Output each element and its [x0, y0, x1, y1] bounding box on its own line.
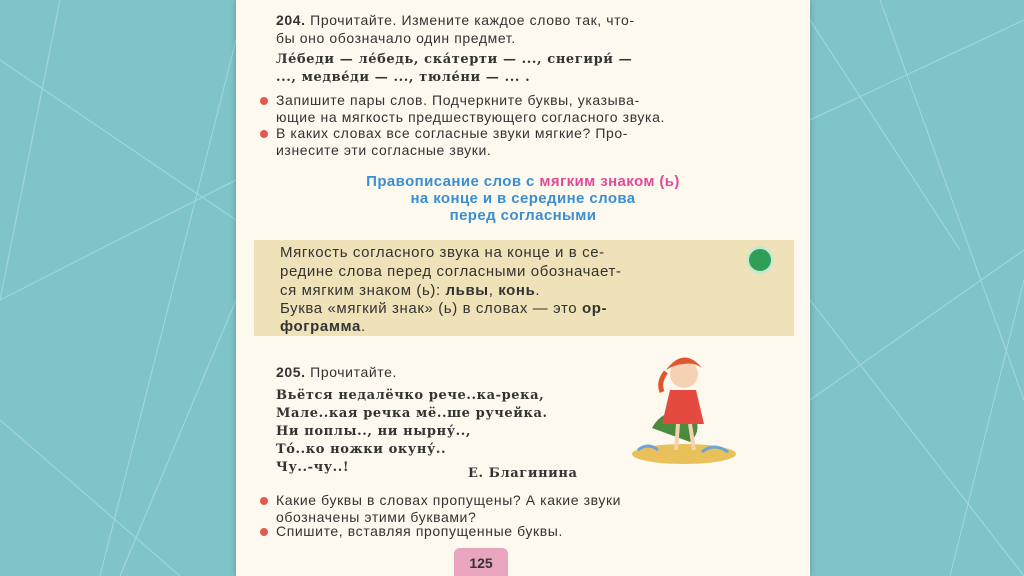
exercise-205-number: 205. — [276, 364, 306, 380]
poem-line: Мале..кая речка мё..ше ручейка. — [276, 406, 548, 421]
poem-line: Ни поплы.., ни нырну́.., — [276, 424, 471, 439]
rule-end-period: . — [360, 318, 366, 335]
exercise-204-words-line1: Ле́беди — ле́бедь, ска́терти — ..., снегири́ — — [276, 52, 633, 67]
exercise-205-question2: Спишите, вставляя пропущенные буквы. — [276, 523, 563, 539]
rule-line3-text: ся мягким знаком (ь): — [280, 282, 446, 299]
section-heading-line1 — [236, 173, 810, 191]
page-number: 125 — [454, 548, 508, 576]
exercise-204-line1 — [276, 12, 635, 28]
rule-example-1: львы — [445, 282, 489, 299]
rule-period: . — [535, 282, 541, 299]
exercise-204-task1-line1: Запишите пары слов. Подчеркните буквы, указыва- — [276, 92, 640, 108]
owl-icon — [746, 246, 774, 274]
rule-line4-text: Буква «мягкий знак» (ь) в словах — это — [280, 300, 582, 317]
rule-line2: редине слова перед согласными обозначает- — [280, 263, 622, 280]
rule-term-part2: фограмма — [280, 318, 361, 335]
bullet-icon — [260, 528, 268, 536]
exercise-205-header — [276, 364, 397, 380]
exercise-204-task2-line1: В каких словах все согласные звуки мягкие? Про- — [276, 125, 629, 141]
exercise-204-task2-line2: изнесите эти согласные звуки. — [276, 142, 492, 158]
rule-line4 — [280, 300, 607, 317]
exercise-204-line2: бы оно обозначало один предмет. — [276, 30, 516, 46]
section-heading-line3: перед согласными — [449, 207, 597, 224]
rule-line1: Мягкость согласного звука на конце и в се- — [280, 244, 605, 261]
rule-line5 — [280, 318, 366, 335]
textbook-page — [236, 0, 810, 576]
exercise-205-instruction: Прочитайте. — [310, 364, 397, 380]
poem-line: То́..ко ножки окуну́.. — [276, 442, 447, 457]
bullet-icon — [260, 130, 268, 138]
bullet-icon — [260, 497, 268, 505]
exercise-204-instruction: Прочитайте. Измените каждое слово так, что- — [310, 12, 635, 28]
poem-line: Чу..-чу..! — [276, 460, 350, 475]
exercise-205-question1-line2: обозначены этими буквами? — [276, 509, 477, 525]
rule-separator: , — [488, 282, 499, 299]
section-heading-line2: на конце и в середине слова — [410, 190, 636, 207]
exercise-205-question1-line1: Какие буквы в словах пропущены? А какие звуки — [276, 492, 622, 508]
exercise-204-number: 204. — [276, 12, 306, 28]
rule-line3 — [280, 282, 540, 299]
poem-author: Е. Благинина — [468, 466, 578, 481]
exercise-204-words-line2: ..., медве́ди — ..., тюле́ни — ... . — [276, 70, 531, 85]
rule-example-2: конь — [498, 282, 536, 299]
section-heading-highlight: мягким знаком (ь) — [539, 173, 680, 190]
bullet-icon — [260, 97, 268, 105]
girl-illustration — [622, 350, 742, 470]
rule-term-part1: ор- — [581, 300, 608, 317]
section-heading-part1: Правописание слов с — [366, 173, 540, 190]
exercise-204-task1-line2: ющие на мягкость предшествующего согласного звука. — [276, 109, 665, 125]
poem-line: Вьётся недалёчко рече..ка-река, — [276, 388, 545, 403]
